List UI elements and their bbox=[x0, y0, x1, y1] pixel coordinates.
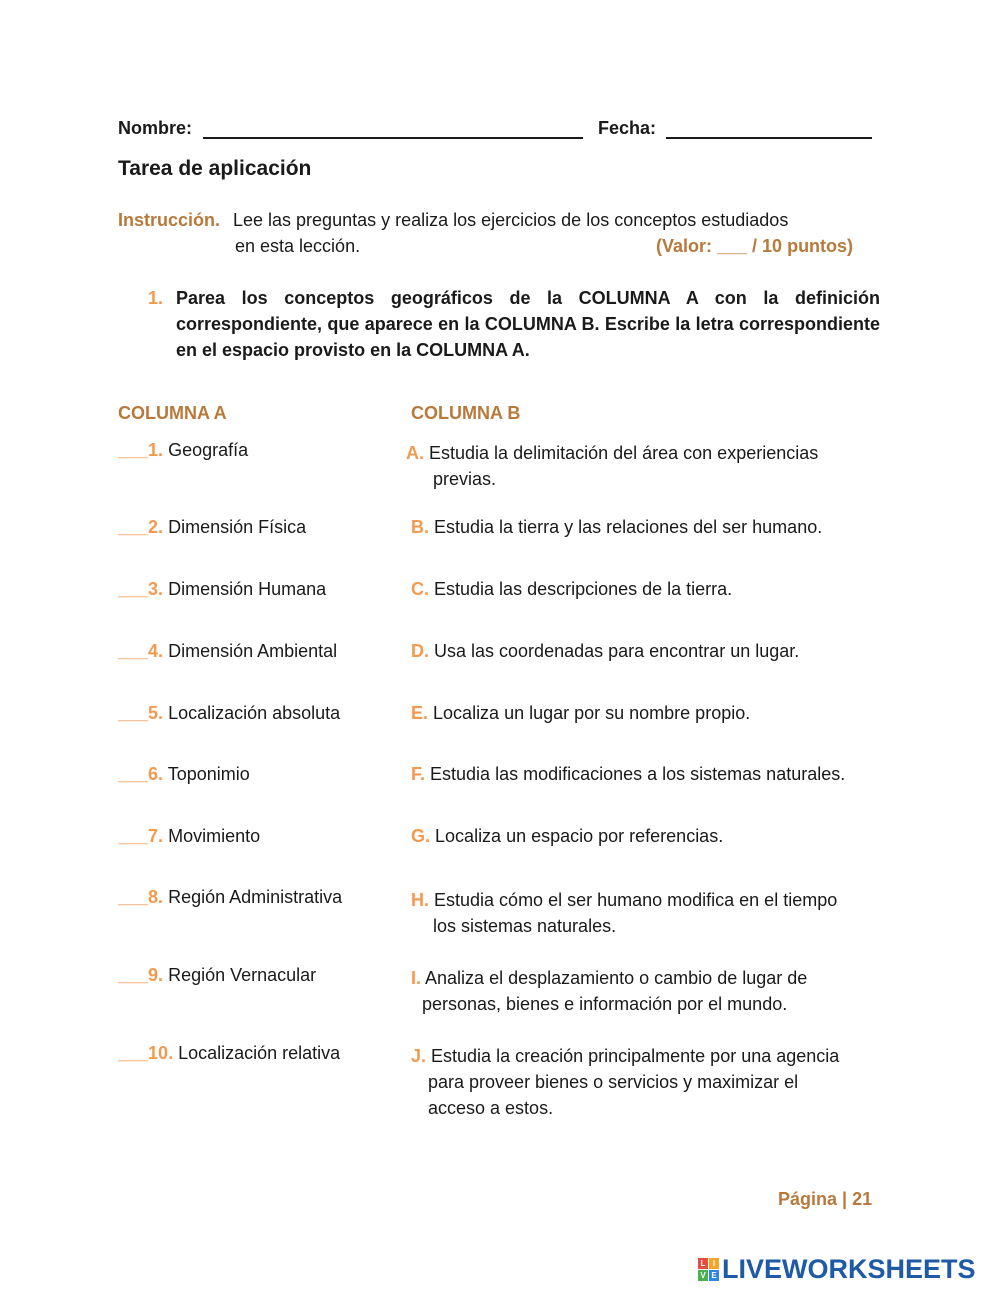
definition-text: para proveer bienes o servicios y maximizar el bbox=[428, 1072, 799, 1092]
definition-letter: C. bbox=[411, 579, 429, 599]
definition-letter: A. bbox=[406, 443, 424, 463]
definition-letter: G. bbox=[411, 826, 431, 846]
definition-text: Localiza un espacio por referencias. bbox=[435, 826, 724, 846]
definition-item bbox=[411, 1043, 839, 1121]
definition-text: Estudia las modificaciones a los sistemas naturales. bbox=[430, 764, 846, 784]
definition-letter: H. bbox=[411, 890, 429, 910]
definition-item bbox=[411, 703, 750, 724]
item-term: Región Vernacular bbox=[168, 965, 317, 985]
definition-text: Estudia las descripciones de la tierra. bbox=[434, 579, 733, 599]
definition-text: Localiza un lugar por su nombre propio. bbox=[433, 703, 751, 723]
page-number bbox=[778, 1189, 872, 1210]
question-text: Parea los conceptos geográficos de la COLUMNA A con la definición correspondiente, que aparece en la COLUMNA B. Escribe la letra correspondiente en el espacio provisto en la COLUMNA A. bbox=[176, 288, 880, 360]
instruction-line2: en esta lección. bbox=[235, 236, 361, 256]
item-term: Toponimio bbox=[167, 764, 250, 784]
live-logo-icon bbox=[698, 1258, 719, 1281]
list-item bbox=[118, 440, 248, 461]
date-label: Fecha: bbox=[598, 118, 657, 138]
item-number: 10. bbox=[148, 1043, 174, 1063]
definition-letter: D. bbox=[411, 641, 429, 661]
answer-blank[interactable]: ___ bbox=[118, 764, 149, 784]
page-label: Página bbox=[778, 1189, 838, 1209]
item-term: Localización absoluta bbox=[168, 703, 341, 723]
logo-letter: E bbox=[709, 1270, 719, 1281]
item-number: 9. bbox=[148, 965, 164, 985]
page-title: Tarea de aplicación bbox=[118, 157, 312, 180]
definition-text: Estudia la delimitación del área con experiencias bbox=[429, 443, 819, 463]
answer-blank[interactable]: ___ bbox=[118, 1043, 149, 1063]
definition-text: Estudia cómo el ser humano modifica en el tiempo bbox=[434, 890, 838, 910]
item-term: Localización relativa bbox=[178, 1043, 341, 1063]
instruction-line1: Lee las preguntas y realiza los ejercicios de los conceptos estudiados bbox=[233, 210, 789, 230]
definition-item bbox=[411, 965, 807, 1017]
definition-text: Estudia la creación principalmente por una agencia bbox=[431, 1046, 840, 1066]
list-item bbox=[118, 517, 306, 538]
date-blank[interactable] bbox=[666, 120, 872, 139]
instruction-value: (Valor: ___ / 10 puntos) bbox=[656, 236, 854, 256]
item-number: 7. bbox=[148, 826, 164, 846]
list-item bbox=[118, 887, 342, 908]
definition-text: Estudia la tierra y las relaciones del ser humano. bbox=[434, 517, 823, 537]
list-item bbox=[118, 764, 250, 785]
page-number-value: 21 bbox=[852, 1189, 873, 1209]
answer-blank[interactable]: ___ bbox=[118, 440, 149, 460]
question-1 bbox=[148, 285, 880, 363]
definition-letter: B. bbox=[411, 517, 429, 537]
definition-text: los sistemas naturales. bbox=[433, 916, 617, 936]
item-number: 6. bbox=[148, 764, 164, 784]
column-b-header: COLUMNA B bbox=[411, 403, 521, 423]
definition-item bbox=[406, 440, 818, 492]
logo-letter: L bbox=[698, 1258, 708, 1269]
answer-blank[interactable]: ___ bbox=[118, 641, 149, 661]
definition-letter: I. bbox=[411, 968, 422, 988]
list-item bbox=[118, 641, 337, 662]
definition-item bbox=[411, 826, 723, 847]
answer-blank[interactable]: ___ bbox=[118, 517, 149, 537]
item-term: Movimiento bbox=[168, 826, 261, 846]
item-number: 5. bbox=[148, 703, 164, 723]
instruction-label: Instrucción. bbox=[118, 210, 221, 230]
item-number: 8. bbox=[148, 887, 164, 907]
definition-text: acceso a estos. bbox=[428, 1098, 554, 1118]
definition-text: previas. bbox=[433, 469, 497, 489]
answer-blank[interactable]: ___ bbox=[118, 579, 149, 599]
list-item bbox=[118, 703, 340, 724]
item-term: Dimensión Física bbox=[168, 517, 307, 537]
logo-wordmark: LIVEWORKSHEETS bbox=[722, 1254, 976, 1284]
definition-item bbox=[411, 887, 837, 939]
item-number: 2. bbox=[148, 517, 164, 537]
item-term: Dimensión Humana bbox=[168, 579, 327, 599]
answer-blank[interactable]: ___ bbox=[118, 965, 149, 985]
item-number: 1. bbox=[148, 440, 164, 460]
logo-letter: V bbox=[698, 1270, 708, 1281]
item-number: 3. bbox=[148, 579, 164, 599]
name-label: Nombre: bbox=[118, 118, 193, 138]
definition-letter: F. bbox=[411, 764, 426, 784]
list-item bbox=[118, 965, 316, 986]
item-term: Región Administrativa bbox=[168, 887, 343, 907]
list-item bbox=[118, 1043, 340, 1064]
item-number: 4. bbox=[148, 641, 164, 661]
definition-letter: J. bbox=[411, 1046, 427, 1066]
definition-text: Analiza el desplazamiento o cambio de lugar de bbox=[425, 968, 808, 988]
definition-text: personas, bienes e información por el mundo. bbox=[422, 994, 788, 1014]
definition-text: Usa las coordenadas para encontrar un lugar. bbox=[434, 641, 800, 661]
column-a-header: COLUMNA A bbox=[118, 403, 227, 423]
definition-letter: E. bbox=[411, 703, 429, 723]
answer-blank[interactable]: ___ bbox=[118, 887, 149, 907]
answer-blank[interactable]: ___ bbox=[118, 703, 149, 723]
logo-letter: I bbox=[709, 1258, 719, 1269]
item-term: Geografía bbox=[168, 440, 249, 460]
definition-item bbox=[411, 517, 822, 538]
question-number: 1. bbox=[148, 288, 164, 308]
name-blank[interactable] bbox=[203, 120, 583, 139]
definition-item bbox=[411, 764, 845, 785]
answer-blank[interactable]: ___ bbox=[118, 826, 149, 846]
definition-item bbox=[411, 641, 799, 662]
definition-item bbox=[411, 579, 732, 600]
liveworksheets-logo bbox=[698, 1254, 976, 1285]
item-term: Dimensión Ambiental bbox=[168, 641, 338, 661]
page-separator: | bbox=[842, 1189, 848, 1209]
list-item bbox=[118, 826, 260, 847]
list-item bbox=[118, 579, 326, 600]
